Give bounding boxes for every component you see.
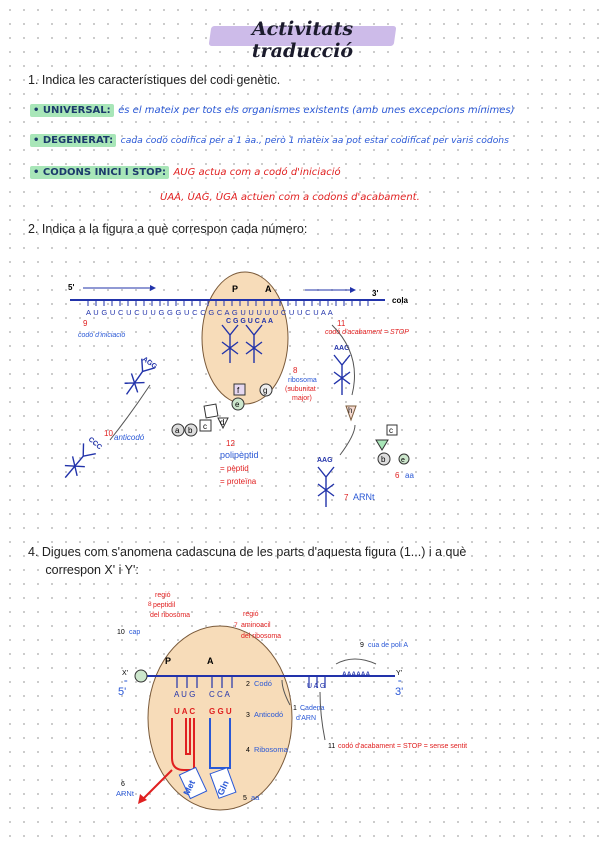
question-4-line-1: 4. Digues com s'anomena cadascuna de les parts d'aquesta figura (1...) i a què xyxy=(28,545,467,559)
label-6-t: ARNt xyxy=(116,789,134,798)
cola-label: cola xyxy=(392,296,409,305)
label-6-num-2: 6 xyxy=(121,781,125,788)
five-prime: 5' xyxy=(68,283,75,292)
label-7-num: 7 xyxy=(344,493,349,502)
met-label: Met xyxy=(181,778,198,797)
label-9-num-2: 9 xyxy=(360,642,364,649)
label-7-t1: regió xyxy=(243,611,259,618)
label-8-text-1: ribosoma xyxy=(288,377,317,384)
mrna-sequence: A U G U C U C U U G G G U C C G C A G U U U U U C U U C U A A xyxy=(86,308,334,317)
label-7-t2: aminoacil xyxy=(241,622,271,629)
three-prime: 3' xyxy=(372,289,379,298)
label-4-t: Ribosoma xyxy=(254,745,288,754)
label-8-text-3: major) xyxy=(292,395,312,402)
label-7-text: ARNt xyxy=(353,492,375,502)
anticodon-ggu: G G U xyxy=(209,707,232,716)
y-label: Y' xyxy=(396,670,403,677)
site-a-2: A xyxy=(207,656,214,666)
x-label: X' xyxy=(122,670,129,677)
label-7-num-2: 7 xyxy=(234,622,238,629)
label-11-num: 11 xyxy=(337,319,346,328)
codons-text-2: UAA, UAG, UGA actuen com a codons d'acabament. xyxy=(160,192,420,203)
label-1-t2: d'ARN xyxy=(296,715,317,722)
label-3-t: Anticodó xyxy=(254,710,284,719)
cap-shape xyxy=(135,670,147,682)
aa-h: h xyxy=(348,406,353,415)
codon-aug: A U G xyxy=(174,690,196,699)
question-4-line-2: correspon X' i Y': xyxy=(28,563,139,577)
aa-f: f xyxy=(237,386,240,395)
aa-a: a xyxy=(175,426,180,435)
label-4-num: 4 xyxy=(246,747,250,754)
label-6-num: 6 xyxy=(395,471,400,480)
label-2-t: Codó xyxy=(254,679,272,688)
label-12-text-3: = proteïna xyxy=(220,477,257,486)
y-eq: = xyxy=(398,679,402,685)
label-10-num-2: 10 xyxy=(117,629,125,636)
aa-e: e xyxy=(235,400,240,409)
y-value: 3' xyxy=(395,686,404,698)
label-11-t: codó d'acabament = STOP = sense sentit xyxy=(338,743,468,750)
codon-cca: C C A xyxy=(209,690,230,699)
aa-g: g xyxy=(263,386,268,395)
codons-text-1: AUG actua com a codó d'iniciació xyxy=(173,167,341,178)
label-8-t3: del ribosoma xyxy=(150,612,191,619)
codon-aag-bottom: AAG xyxy=(317,457,333,464)
label-10-num: 10 xyxy=(104,429,113,438)
title-text: Activitats traducció xyxy=(251,18,354,62)
aa-d: d xyxy=(220,418,225,427)
label-8-t2: peptidil xyxy=(153,602,176,609)
arrow-7 xyxy=(340,425,355,455)
label-8-t1: regió xyxy=(155,592,171,599)
label-9-t: cua de poli A xyxy=(368,642,409,649)
codon-aag-top: AAG xyxy=(334,345,350,352)
free-aa-b: b xyxy=(381,455,386,464)
codon-uag: U A G xyxy=(307,683,326,690)
label-10-t: cap xyxy=(129,629,141,636)
arrow-left-head xyxy=(150,285,156,291)
label-6-text: aa xyxy=(405,471,414,480)
anticodon-ccc: CCC xyxy=(86,436,103,452)
label-8-text-2: (subunitat xyxy=(285,386,316,393)
universal-key: • UNIVERSAL: xyxy=(30,104,114,117)
label-5-num: 5 xyxy=(243,795,247,802)
codon-agg: AGG xyxy=(140,355,158,371)
question-2: 2. Indica a la figura a què correspon cada número: xyxy=(28,222,308,236)
degenerat-key: • DEGENERAT: xyxy=(30,134,116,147)
label-12-text-1: polipèptid xyxy=(220,450,259,460)
label-2-num: 2 xyxy=(246,681,250,688)
label-7-t3: del ribosoma xyxy=(241,633,282,640)
label-12-num: 12 xyxy=(226,439,235,448)
label-5-t: aa xyxy=(251,793,260,802)
site-a: A xyxy=(265,284,272,294)
gln-label: Gln xyxy=(215,779,231,797)
site-p: P xyxy=(232,284,239,294)
arrow-11 xyxy=(320,692,325,740)
anticodon-uac: U A C xyxy=(174,707,196,716)
label-11-text: codó d'acabament = STOP xyxy=(325,329,409,336)
trna-10 xyxy=(59,443,96,482)
degenerat-text: cada codó codifica per a 1 aa., però 1 mateix aa pot estar codificat per varis codons xyxy=(120,135,509,146)
free-aa-c: c xyxy=(389,426,393,435)
label-9-text: codó d'iniciació xyxy=(78,332,126,339)
question-1: 1. Indica les característiques del codi genètic. xyxy=(28,73,281,87)
free-aa-e: e xyxy=(401,457,405,464)
label-1-num: 1 xyxy=(293,705,297,712)
label-1-t1: Cadena xyxy=(300,705,325,712)
polya-brace xyxy=(336,659,376,664)
polya-seq: AAAAAA xyxy=(342,671,371,678)
anticodon-sequence: C G G U C A A xyxy=(226,318,274,325)
x-eq: = xyxy=(124,679,128,685)
x-value: 5' xyxy=(118,686,127,698)
arrow-leaving xyxy=(110,385,150,440)
label-9-num: 9 xyxy=(83,319,88,328)
trna-incoming xyxy=(334,355,350,395)
label-3-num: 3 xyxy=(246,712,250,719)
label-10-text: anticodó xyxy=(114,433,145,442)
label-8-num-2: 8 xyxy=(148,601,152,608)
aa-c: c xyxy=(203,422,207,431)
trna-7 xyxy=(318,467,334,507)
aa-b: b xyxy=(188,426,193,435)
label-8-num: 8 xyxy=(293,366,298,375)
label-11-num-2: 11 xyxy=(328,743,336,750)
arrow-right-head xyxy=(350,287,356,293)
universal-text: és el mateix per tots els organismes existents (amb unes excepcions mínimes) xyxy=(118,105,515,116)
codons-key: • CODONS INICI I STOP: xyxy=(30,166,169,179)
site-p-2: P xyxy=(165,656,172,666)
label-12-text-2: = pèptid xyxy=(220,464,249,473)
